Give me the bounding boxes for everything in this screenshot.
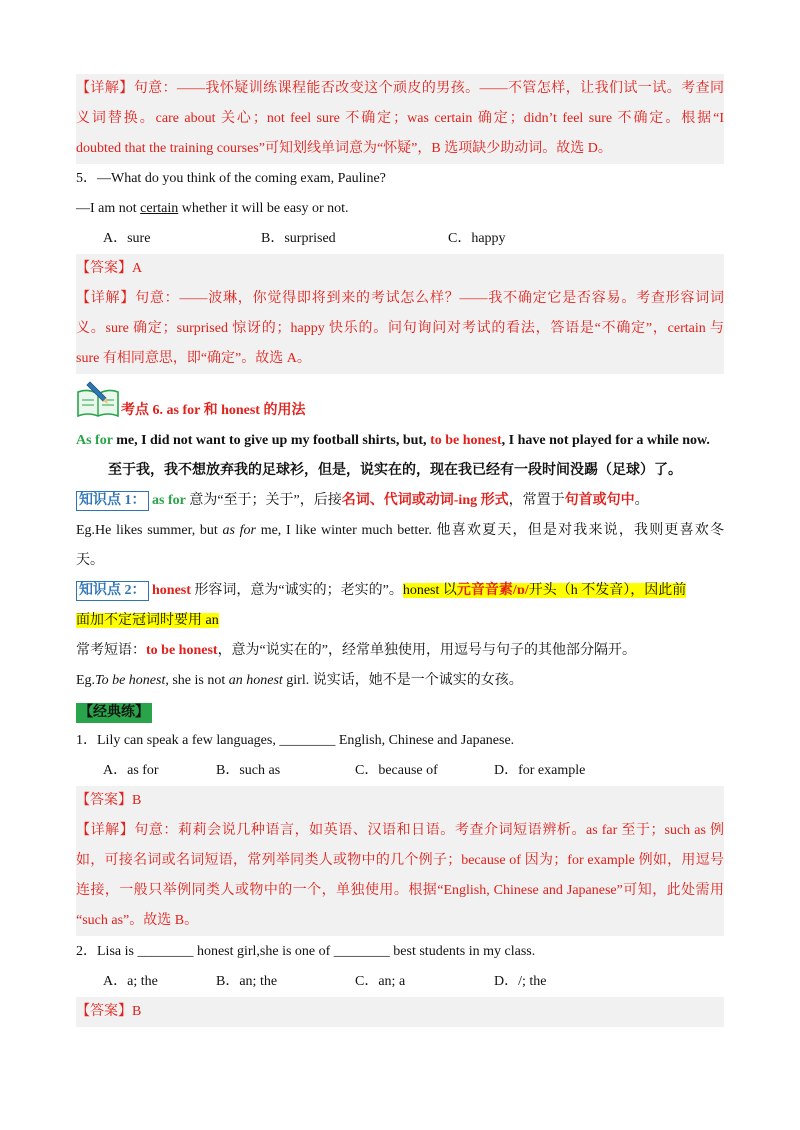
keyword-as-for: As for: [76, 433, 113, 448]
p1-answer-block: [76, 786, 724, 936]
highlight-text: to be honest: [146, 643, 218, 658]
detail-line: 【详解】句意：——我怀疑训练课程能否改变这个顽皮的男孩。——不管怎样，让我们试一试。考查同: [76, 81, 724, 96]
knowledge-point-2: [76, 576, 724, 696]
question-line: [76, 194, 724, 224]
question-5: [76, 164, 724, 254]
underlined-word: certain: [140, 201, 179, 216]
practice-title-row: [76, 698, 724, 728]
question-stem: 2．Lisa is ________ honest girl,she is one of ________ best students in my class.: [76, 944, 536, 959]
answer: 【答案】A: [76, 261, 143, 276]
highlight-text: 句首或句中: [564, 493, 635, 508]
detail-line: 连接，一般只举例同类人或物中的一个，单独使用。根据“English, Chinese and Japanese”可知，此处需用: [76, 883, 724, 898]
question-stem: 5．—What do you think of the coming exam, Pauline?: [76, 171, 386, 186]
option-d: D．/; the: [494, 974, 547, 989]
k1-example: [76, 516, 724, 546]
previous-detail: [76, 74, 724, 164]
text: 开头（h 不发音），因此前: [528, 583, 687, 598]
question-stem: 1．Lily can speak a few languages, ________ English, Chinese and Japanese.: [76, 733, 515, 748]
answer: 【答案】B: [76, 793, 142, 808]
k2-line-2: [76, 606, 724, 636]
detail-line: 义词替换。care about 关心；not feel sure 不确定；was certain 确定；didn’t feel sure 不确定。根据“I: [76, 111, 724, 126]
detail-line: “such as”。故选 B。: [76, 913, 199, 928]
text: ，常置于: [508, 493, 565, 508]
practice-question-2: [76, 937, 724, 997]
italic-text: as for: [222, 523, 256, 538]
keyword-to-be-honest: to be honest: [430, 433, 502, 448]
option-c: C．an; a: [355, 974, 406, 989]
text: 。: [634, 493, 649, 508]
k1-label: 知识点 1：: [76, 491, 149, 511]
text: Eg.He likes summer, but: [76, 523, 223, 538]
k1-term: as for: [152, 493, 186, 508]
option-d: D．for example: [494, 763, 586, 778]
example-cn: 至于我，我不想放弃我的足球衫，但是，说实在的，现在我已经有一段时间没踢（足球）了。: [108, 463, 682, 478]
text: , she is not: [165, 673, 229, 688]
text: —I am not: [76, 201, 141, 216]
option-a: A．a; the: [103, 974, 158, 989]
text: honest 以: [402, 583, 457, 598]
practice-question-1: [76, 726, 724, 786]
options-row: [76, 756, 724, 786]
detail-line: doubted that the training courses”可知划线单词意为“怀疑”，B 选项缺少助动词。故选 D。: [76, 141, 612, 156]
answer: 【答案】B: [76, 1004, 142, 1019]
options-row: [76, 224, 724, 254]
option-b: B．surprised: [261, 231, 336, 246]
highlight: 面加不定冠词时要用 an: [76, 613, 219, 628]
text: whether it will be easy or not.: [178, 201, 349, 216]
option-a: A．sure: [103, 231, 151, 246]
highlight-text: 元音音素/ɒ/: [456, 583, 529, 598]
q5-answer-block: [76, 254, 724, 374]
example-sentence: [76, 426, 724, 486]
k2-line: [76, 576, 724, 606]
text: Eg.: [76, 673, 96, 688]
example-en: [76, 426, 724, 456]
text: ，意为“说实在的”，经常单独使用，用逗号与句子的其他部分隔开。: [217, 643, 636, 658]
option-c: C．happy: [448, 231, 506, 246]
text: girl. 说实话，她不是一个诚实的女孩。: [282, 673, 523, 688]
text: 常考短语：: [76, 643, 146, 658]
section-title: 考点 6. as for 和 honest 的用法: [121, 403, 306, 418]
p2-answer-block: [76, 997, 724, 1027]
practice-header: [76, 698, 724, 728]
knowledge-point-1: [76, 486, 724, 576]
k2-term: honest: [152, 583, 191, 598]
highlight-text: 名词、代词或动词-ing 形式: [341, 493, 509, 508]
detail-line: 义。sure 确定；surprised 惊讶的；happy 快乐的。问句询问对考试的看法，答语是“不确定”，certain 与: [76, 321, 724, 336]
highlight: [403, 583, 686, 598]
k1-example-end: 天。: [76, 553, 104, 568]
text: 形容词，意为“诚实的；老实的”。: [190, 583, 403, 598]
section-title-row: [121, 396, 721, 426]
text: me, I like winter much better. 他喜欢夏天，但是对我来说，我则更喜欢冬: [256, 523, 724, 538]
option-c: C．because of: [355, 763, 438, 778]
detail-line: sure 有相同意思，即“确定”。故选 A。: [76, 351, 311, 366]
text: , I have not played for a while now.: [501, 433, 710, 448]
options-row: [76, 967, 724, 997]
text: 意为“至于；关于”，后接: [185, 493, 342, 508]
practice-title: 【经典练】: [76, 703, 152, 723]
option-b: B．an; the: [216, 974, 278, 989]
k2-phrase: [76, 636, 724, 666]
option-b: B．such as: [216, 763, 281, 778]
italic-text: To be honest: [95, 673, 166, 688]
book-icon: [76, 378, 120, 418]
detail-line: 如，可接名词或名词短语，常列举同类人或物中的几个例子；because of 因为；for example 例如，用逗号: [76, 853, 724, 868]
k2-example: [76, 666, 724, 696]
k1-line: [76, 486, 724, 516]
italic-text: an honest: [228, 673, 283, 688]
text: me, I did not want to give up my football shirts, but,: [112, 433, 431, 448]
detail-line: 【详解】句意：莉莉会说几种语言，如英语、汉语和日语。考查介词短语辨析。as far 至于；such as 例: [76, 823, 724, 838]
detail-line: 【详解】句意：——波琳，你觉得即将到来的考试怎么样？——我不确定它是否容易。考查形容词词: [76, 291, 724, 306]
option-a: A．as for: [103, 763, 159, 778]
k2-label: 知识点 2：: [76, 581, 149, 601]
